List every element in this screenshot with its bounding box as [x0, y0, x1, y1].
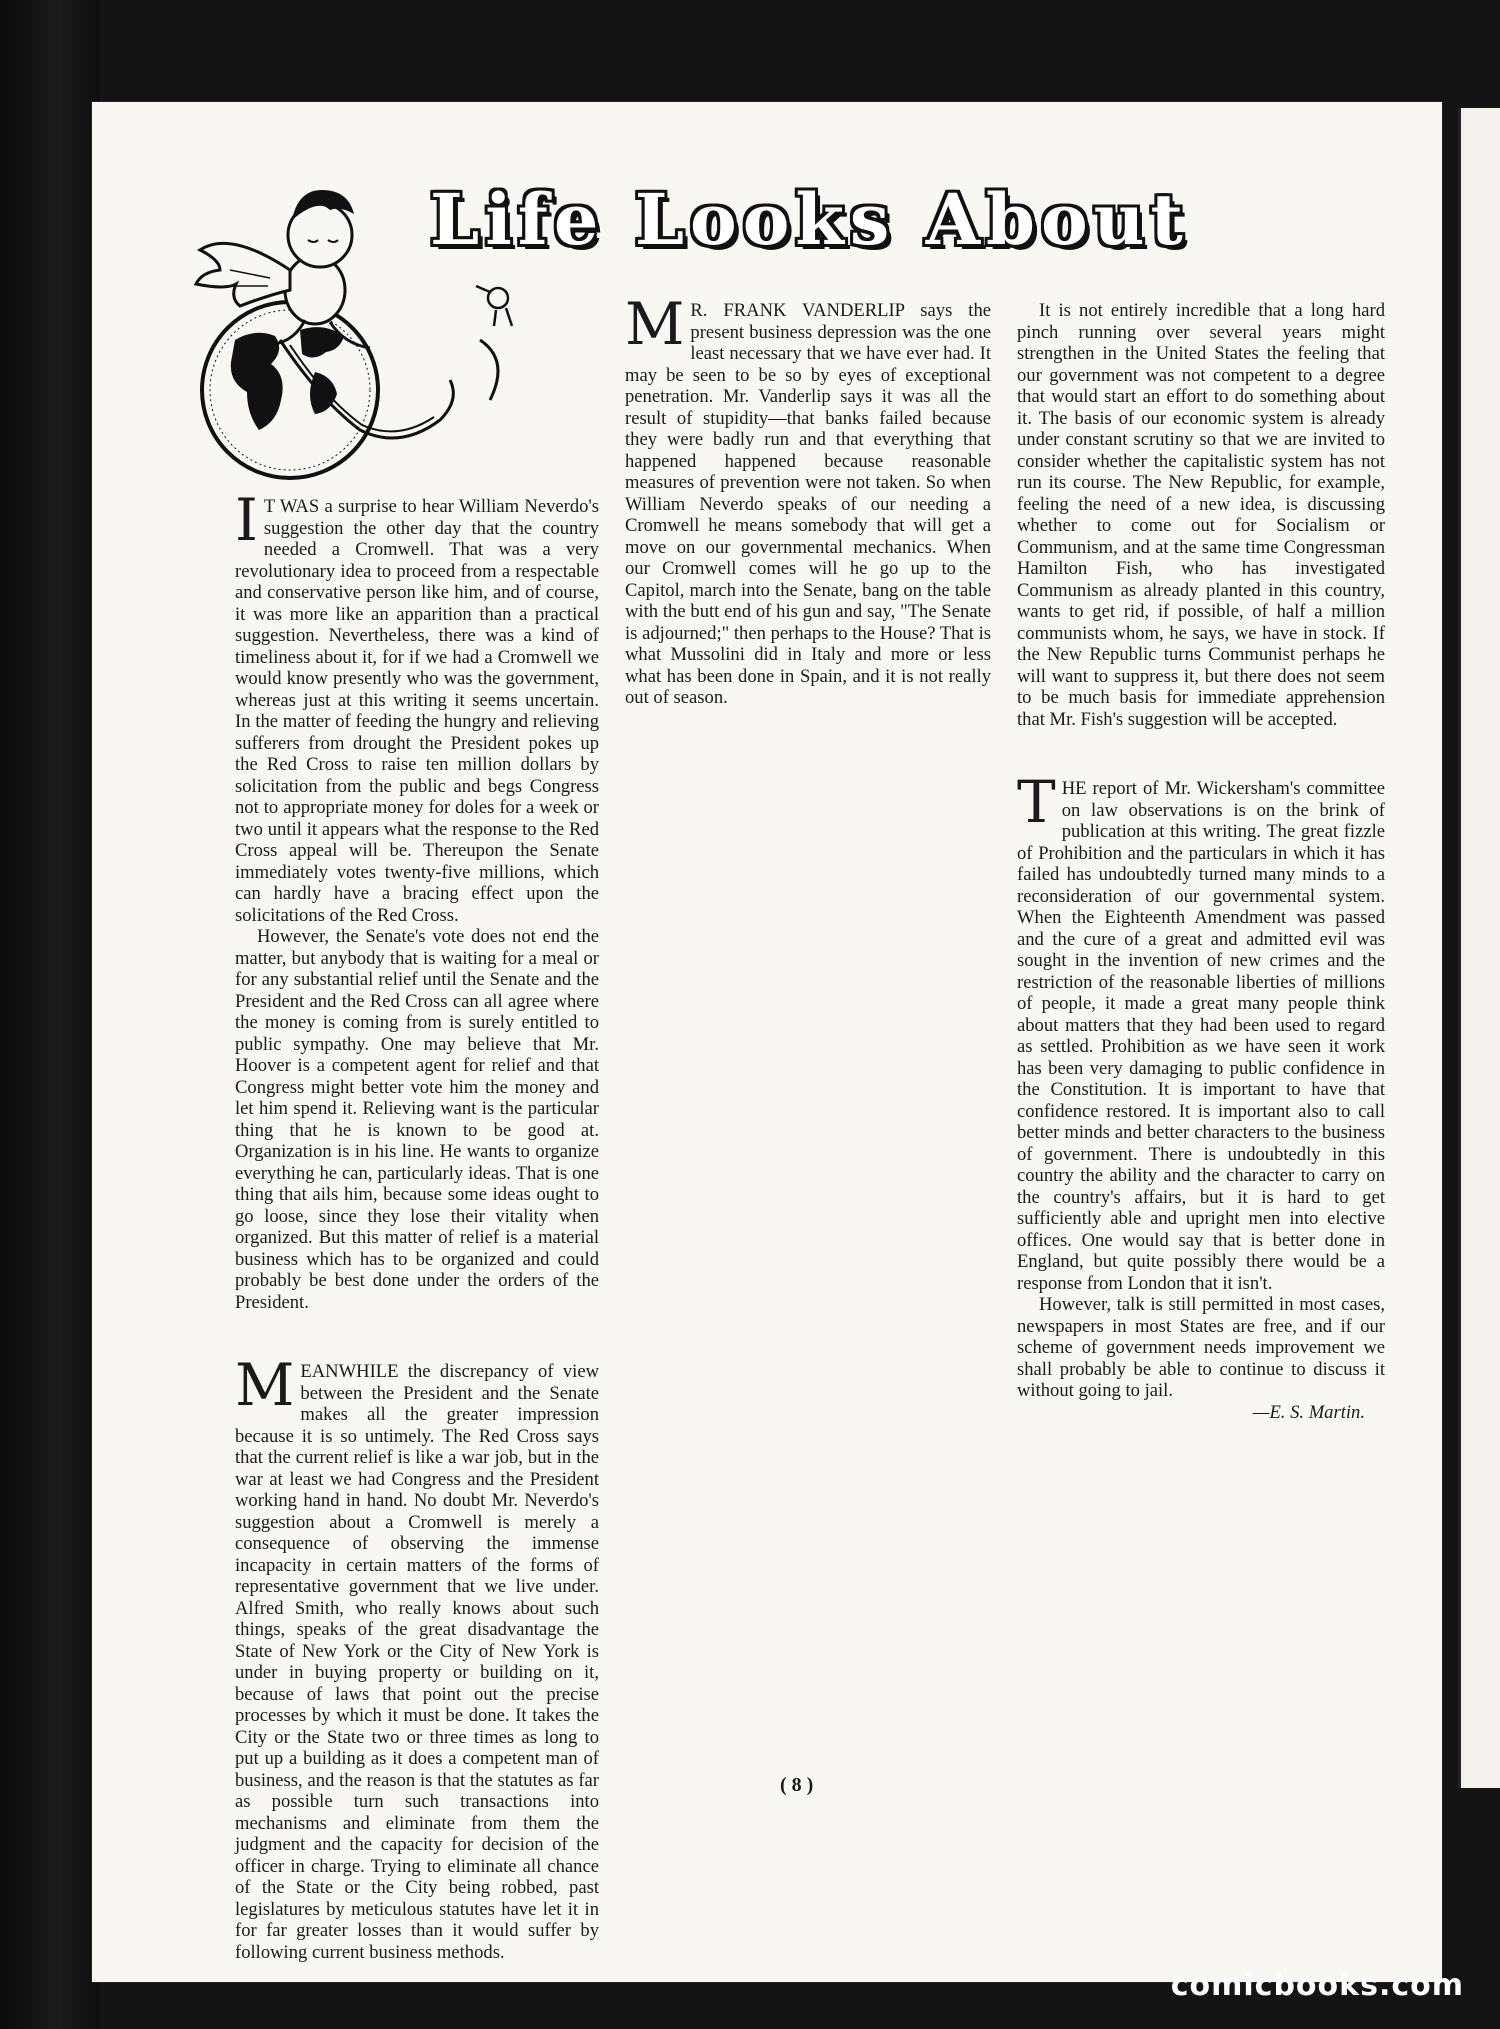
paragraph: It is not entirely incredible that a long hard pinch running over several years might strengthen in the United States the feeling that our government was not competent to a degree that would start an effort to do something about it. The basis of our economic system is already under constant scrutiny so that we are invited to consider whether the capitalistic system has not run its course. The New Republic, for example, feeling the need of a new idea, is discussing whether to come out for Socialism or Communism, and at the same time Congressman Hamilton Fish, who has investigated Communism as already planted in this country, wants to get rid, if possible, of half a million communists whom, he says, we have in stock. If the New Republic turns Communist perhaps he will want to suppress it, but there does not seem to be much basis for immediate apprehension that Mr. Fish's suggestion will be accepted.: [1017, 300, 1385, 730]
paragraph: However, talk is still permitted in most cases, newspapers in most States are free, and if our scheme of government needs improvement we shall probably be able to continue to discuss it without going to jail.: [1017, 1294, 1385, 1401]
scan-left-edge: [0, 0, 100, 2029]
next-page-edge: [1458, 108, 1500, 1788]
section-capitalism: [1017, 300, 1385, 730]
lead-in: HE: [1061, 778, 1087, 799]
drop-cap: M: [625, 290, 685, 358]
author-signature: —E. S. Martin.: [1252, 1401, 1365, 1423]
drop-cap: I: [235, 486, 258, 554]
paragraph: I T WAS a surprise to hear William Neverdo's suggestion the other day that the country needed a Cromwell. That was a very revolutionary idea to proceed from a respectable and conservative person like him, and of course, it was more like an apparition than a practical suggestion. Nevertheless, there was a kind of timeliness about it, for if we had a Cromwell we would know presently who was the government, whereas just at this writing it seems uncertain. In the matter of feeding the hungry and relieving sufferers from drought the President pokes up the Red Cross to raise ten million dollars by solicitation from the public and begs Congress not to appropriate money for doles for a week or two until it appears what the response to the Red Cross appeal will be. Thereupon the Senate immediately votes twenty-five millions, which can hardly have a bracing effect upon the solicitations of the Red Cross.: [235, 486, 600, 926]
site-watermark: comicbooks.com: [1170, 1968, 1464, 2003]
drop-cap: M: [235, 1351, 295, 1419]
section-wickersham: [1017, 768, 1385, 1423]
column-2: [625, 290, 991, 709]
paragraph: However, the Senate's vote does not end the matter, but anybody that is waiting for a meal or for any substantial relief until the Senate and the President and the Red Cross can all agree where the money is coming from is surely entitled to public sympathy. One may believe that Mr. Hoover is a competent agent for relief and that Congress might better vote him the money and let him spend it. Relieving want is the particular thing that he is known to be good at. Organization is in his line. He wants to organize everything he can, particularly ideas. That is one thing that ails him, because some ideas ought to go loose, since they lose their vitality when organized. But this matter of relief is a material business which has to be organized and could probably be best done under the orders of the President.: [235, 926, 599, 1313]
paragraph: THE report of Mr. Wickersham's committee on law observations is on the brink of publication at this writing. The great fizzle of Prohibition and the particulars in which it has failed has undoubtedly turned many minds to a reconsideration of our governmental system. When the Eighteenth Amendment was passed and the cure of a great and admitted evil was sought in the invention of new crimes and the restriction of the reasonable liberties of millions of people, it made a great many people think about matters that they had been used to regard as settled. Prohibition as we have seen it work has been very damaging to public confidence in the Constitution. It is important to have that confidence restored. It is important also to call better minds and better characters to the business of government. There is undoubtedly in this country the ability and the character to carry on the country's affairs, but it is hard to get sufficiently able and upright men into elective offices. One would say that is better done in England, but quite possibly there would be a response from London that it isn't.: [1017, 768, 1385, 1294]
column-1: [235, 486, 600, 1963]
section-vanderlip: [625, 290, 991, 709]
lead-in: EANWHILE: [300, 1361, 399, 1382]
lead-in: T WAS: [263, 496, 320, 517]
section-cromwell: [235, 486, 600, 1313]
paragraph: MEANWHILE the discrepancy of view between the President and the Senate makes all the greater impression because it is so untimely. The Red Cross says that the current relief is like a war job, but in the war at least we had Congress and the President working hand in hand. No doubt Mr. Neverdo's suggestion about a Cromwell is merely a consequence of observing the immense incapacity in certain matters of the forms of representative government that we live under. Alfred Smith, who really knows about such things, speaks of the great disadvantage the State of New York or the City of New York is under in buying property or building on it, because of laws that point out the precise processes by which it must be done. It takes the City or the State two or three times as long to put up a building as it does a competent man of business, and the reason is that the statutes as far as possible turn such transactions into mechanisms and eliminate from them the judgment and the capacity for decision of the officer in charge. Trying to eliminate all chance of the State or the City being robbed, past legislatures by meticulous statutes have let it in for far greater losses than it would suffer by following current business methods.: [235, 1351, 599, 1963]
lead-in: R. FRANK VANDERLIP: [690, 300, 905, 321]
column-3: [1017, 300, 1385, 1423]
paragraph: M R. FRANK VANDERLIP says the present business depression was the one least necessary that we have ever had. It may be seen to be so by eyes of exceptional penetration. Mr. Vanderlip says it was all the result of stupidity—that banks failed because they were badly run and that everything that happened happened because reasonable measures of prevention were not taken. So when William Neverdo speaks of our needing a Cromwell he means somebody that will get a move on our governmental mechanics. When our Cromwell comes will he go up to the Capitol, march into the Senate, bang on the table with the butt end of his gun and say, "The Senate is adjourned;" then perhaps to the House? That is what Mussolini did in Italy and more or less what has been done in Spain, and it is not really out of season.: [625, 290, 991, 708]
article-title: Life Looks About: [430, 178, 1189, 261]
page-number: ( 8 ): [780, 1774, 814, 1796]
drop-cap: T: [1017, 768, 1056, 836]
section-meanwhile: [235, 1351, 599, 1963]
